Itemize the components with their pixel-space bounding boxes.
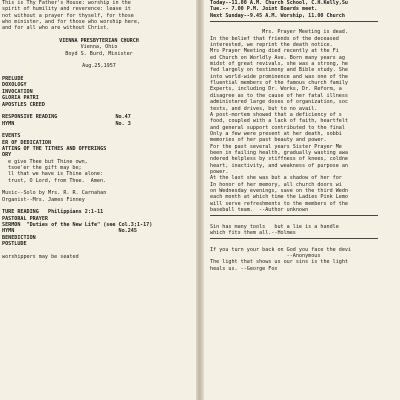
left-page-line: This is Thy Father's House: worship in the [2, 0, 131, 6]
right-page-line: and general support contributed to the final [210, 124, 345, 131]
left-page-line: spirit of humility and reverence: leave it [2, 6, 131, 13]
page-gutter [196, 0, 204, 400]
left-page-line: Organist--Mrs. James Finney [2, 196, 85, 203]
right-page-line: A post-mortem showed that a deficiency of s [210, 111, 342, 118]
right-page-line: disagree as to the cause of her fatal illness [210, 92, 349, 99]
right-page-line: which fits them all.--Holmes [210, 230, 296, 237]
left-page-line: e give Thee but Thine own, [8, 158, 88, 165]
right-page-line: In the belief that friends of the deceased [210, 35, 339, 42]
left-page-line: ATTING OF THE TITHES AND OFFERINGS [2, 145, 107, 152]
left-page-line: APOSTLES CREED [2, 101, 45, 108]
right-page-line: --Anonymous [210, 253, 321, 260]
right-page-line: will serve refreshments to the members of the [210, 200, 349, 207]
right-page-line: ndered helpless by stiffness of knees, coldne [210, 156, 349, 163]
left-page-line: who minister, and for those who worship here, [2, 19, 141, 26]
left-page-line: PASTORAL PRAYER [2, 215, 49, 222]
left-page-line: ll that we have is Thine alone: [8, 171, 104, 178]
right-page-line: ed Church on Worldly Ave. Born many years ag [210, 54, 345, 61]
right-page-line: Only a few were present at her death, sobbi [210, 130, 342, 137]
right-page-line: Today--11.00 A.M. Church School, C.H.Kelly,Su [210, 0, 349, 6]
left-page [0, 0, 196, 400]
right-page-line: fluential members of the famous church family [210, 80, 349, 87]
right-page-line: Mrs Prayer Meeting died recently at the Fi [210, 48, 339, 55]
right-page [204, 0, 400, 400]
right-page-line: For the past several years Sister Prayer Me [210, 143, 342, 150]
right-page-line: Tue.-- 7.00 P.M. Joint Boards meet. [210, 6, 318, 13]
left-page-line: SERMON "Duties of the New Life" (see Col.3;1-17) [2, 222, 153, 229]
left-page-line: BENEDICTION [2, 234, 36, 241]
left-page-line: DOXOLOGY [2, 82, 27, 89]
left-page-line: PRELUDE [2, 76, 24, 83]
right-page-line: on Wednesday evenings, save on the third Wedn [210, 187, 349, 194]
left-page-line: ORY [2, 152, 12, 159]
right-page-line: Sin has many tools but a lie is a handle [210, 223, 339, 230]
left-page-line: ER OF DEDICATION [2, 139, 52, 146]
left-page-line: worshippers may be seated [2, 253, 79, 260]
left-page-line: and for all who are without Christ. [2, 25, 110, 32]
right-page-line: memories of her past beauty and power. [210, 137, 327, 144]
left-page-line: INVOCATION [2, 88, 33, 95]
right-page-line: Mrs. Prayer Meeting is dead. [262, 29, 348, 36]
right-page-divider [210, 238, 378, 239]
left-page-line: EVENTS [2, 133, 21, 140]
left-page-line: Vienna, Ohio [80, 44, 118, 51]
right-page-line: power. [210, 168, 229, 175]
right-page-line: The light that shows us our sins is the light [210, 259, 349, 266]
right-page-line: If you turn your back on God you face the devi [210, 246, 352, 253]
right-page-line: Experts, including Dr. Works, Dr. Reform, a [210, 86, 342, 93]
left-page-line: Music--Solo by Mrs. R. R. Carnahan [2, 190, 107, 197]
right-page-line: interested, we reprint the death notice. [210, 42, 333, 49]
right-page-divider [210, 215, 378, 216]
right-page-line: administered large doses of organization, soc [210, 99, 349, 106]
right-page-line: tests, and drives, but to no avail. [210, 105, 318, 112]
right-page-line: fed largely on testimony and Bible study. She [210, 67, 349, 74]
left-page-line: HYMN No.245 [2, 228, 137, 235]
right-page-line: heart, inactivity, and weakness of purpose an [210, 162, 349, 169]
left-page-line: POSTLUDE [2, 241, 27, 248]
right-page-line: food, coupled with a lack of faith, heartfelt [210, 118, 349, 125]
left-page-line: GLORIA PATRI [2, 95, 39, 102]
left-page-line: TURE READING Philippians 2:1-11 [2, 209, 104, 216]
left-page-line: Aug.25,1957 [82, 63, 116, 70]
left-page-line: trust, O Lord, from Thee. Amen. [8, 177, 107, 184]
left-page-line: RESPONSIVE READING No.47 [2, 114, 131, 121]
left-page-line: not without a prayer for thyself, for those [2, 12, 134, 19]
right-page-line: been in failing health, gradually wasting awa [210, 149, 349, 156]
left-page-line: HYMN No. 3 [2, 120, 131, 127]
right-page-line: each month at which time the Ladies Pink Lemo [210, 194, 349, 201]
right-page-line: into world-wide prominence and was one of the [210, 73, 349, 80]
right-page-line: baseball team. --Author unknown [210, 207, 309, 213]
right-page-line: heals us. --George Fox [210, 265, 278, 272]
left-page-line: VIENNA PRESBYTERIAN CHURCH [59, 38, 139, 45]
right-page-line: midst of great revivals, she was a strong, he [210, 61, 349, 68]
left-page-line: Boyd S. Burd, Minister [65, 50, 133, 57]
right-page-line: Next Sunday--9.45 A.M. Worship, 11.00 Church [210, 12, 345, 19]
right-page-divider [210, 21, 378, 22]
right-page-line: At the last she was but a shadow of her for [210, 175, 342, 182]
left-page-line: tsoe'er the gift may be; [8, 164, 82, 171]
right-page-line: In honor of her memory, all church doors wi [210, 181, 342, 188]
